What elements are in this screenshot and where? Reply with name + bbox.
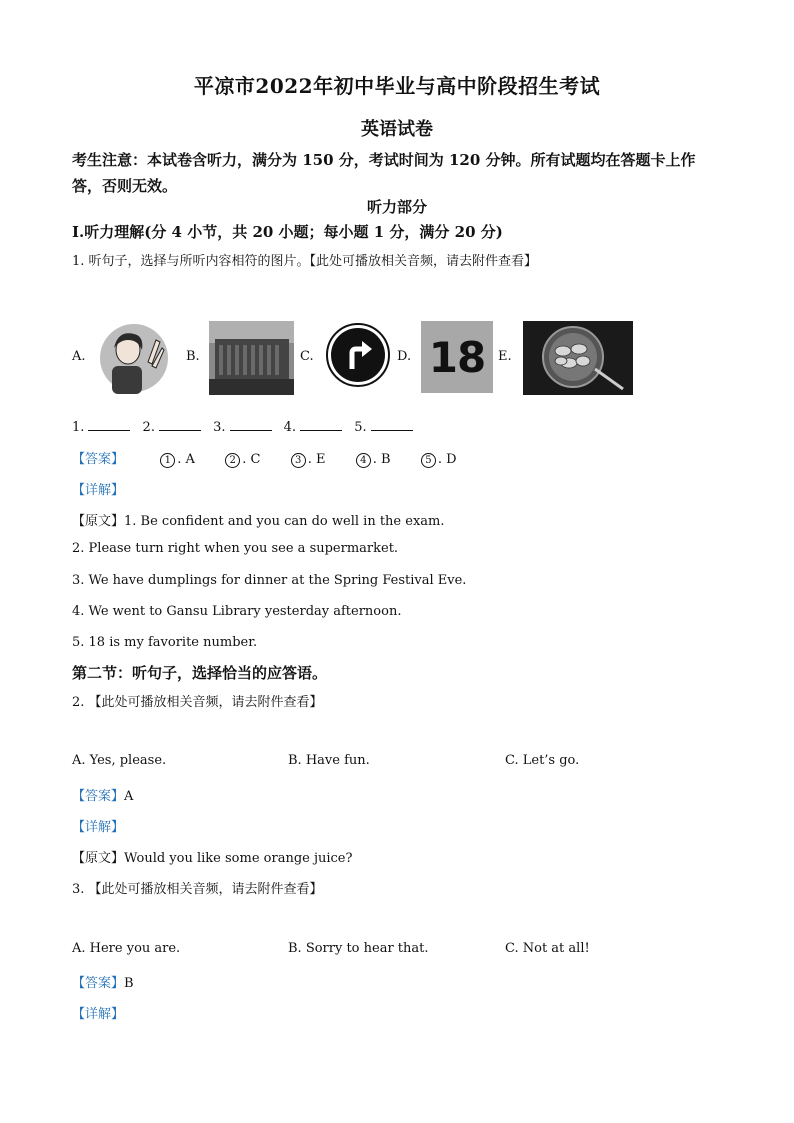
blank-1[interactable]	[88, 418, 130, 431]
q1-option-c-label: C.	[300, 349, 314, 364]
original-tag: 【原文】	[72, 514, 125, 529]
blank-1-label: 1.	[72, 420, 85, 435]
blank-5[interactable]	[371, 418, 413, 431]
exam-subtitle: 英语试卷	[361, 119, 433, 140]
answer-tag: 【答案】	[72, 976, 125, 991]
q1-option-b-label: B.	[186, 349, 200, 364]
blank-5-label: 5.	[354, 420, 367, 435]
blank-4-label: 4.	[283, 420, 297, 435]
q2-option-a: A. Yes, please.	[72, 753, 167, 768]
q1-original-line-4: 4. We went to Gansu Library yesterday afternoon.	[72, 604, 402, 619]
q1-answer-row	[72, 448, 457, 468]
number-18-image	[421, 321, 493, 393]
dumplings-image	[523, 321, 633, 395]
q1-original-line-3: 3. We have dumplings for dinner at the Spring Festival Eve.	[72, 573, 467, 588]
q2-detail-tag: 【详解】	[72, 820, 125, 835]
blank-3-label: 3.	[213, 420, 226, 435]
q2-answer: A	[124, 789, 134, 804]
library-building-image	[209, 321, 294, 395]
q3-detail-tag: 【详解】	[72, 1007, 125, 1022]
original-tag: 【原文】	[72, 851, 125, 866]
q1-answer-5: 5 . D	[421, 452, 457, 467]
q3-option-a: A. Here you are.	[72, 941, 181, 956]
answer-tag: 【答案】	[72, 789, 125, 804]
q3-option-c: C. Not at all!	[505, 941, 590, 956]
q2-answer-row	[72, 785, 133, 804]
blank-3[interactable]	[230, 418, 272, 431]
section2-title: 第二节：听句子，选择恰当的应答语。	[72, 664, 328, 682]
q3-prompt: 3. 【此处可播放相关音频，请去附件查看】	[72, 882, 323, 897]
q2-option-c: C. Let’s go.	[505, 753, 580, 768]
q3-option-b: B. Sorry to hear that.	[288, 941, 429, 956]
exam-title: 平凉市2022年初中毕业与高中阶段招生考试	[193, 74, 601, 98]
exam-notice: 考生注意：本试卷含听力，满分为 150 分，考试时间为 120 分钟。所有试题均在答题卡上作答，否则无效。	[72, 151, 696, 195]
q1-detail-tag: 【详解】	[72, 483, 125, 498]
q2-prompt: 2. 【此处可播放相关音频，请去附件查看】	[72, 695, 323, 710]
q1-answer-3: 3 . E	[291, 452, 326, 467]
q3-answer: B	[124, 976, 134, 991]
q1-option-e-label: E.	[498, 349, 512, 364]
turn-right-sign-image	[326, 323, 390, 387]
q3-answer-row	[72, 972, 134, 991]
listening-section-title: 听力部分	[366, 198, 427, 216]
answer-tag: 【答案】	[72, 452, 125, 467]
q1-original-line-2: 2. Please turn right when you see a supermarket.	[72, 541, 399, 556]
q1-answer-2: 2 . C	[225, 452, 260, 467]
q1-blanks	[72, 418, 421, 435]
q1-option-a-label: A.	[72, 349, 86, 364]
listening-part-title: I.听力理解(分 4 小节，共 20 小题；每小题 1 分，满分 20 分)	[72, 223, 503, 241]
blank-2[interactable]	[159, 418, 201, 431]
q2-original-line: 【原文】Would you like some orange juice?	[72, 851, 353, 866]
q1-answer-1: 1 . A	[160, 452, 195, 467]
number-18-text: 18	[428, 332, 486, 382]
confident-woman-image	[98, 322, 170, 394]
q1-original-line-1: 【原文】1. Be confident and you can do well in the exam.	[72, 514, 445, 529]
q1-answer-4: 4 . B	[356, 452, 391, 467]
blank-4[interactable]	[300, 418, 342, 431]
q1-prompt: 1. 听句子，选择与所听内容相符的图片。【此处可播放相关音频，请去附件查看】	[72, 254, 538, 269]
blank-2-label: 2.	[142, 420, 155, 435]
q1-option-d-label: D.	[397, 349, 412, 364]
q2-option-b: B. Have fun.	[288, 753, 370, 768]
q1-original-line-5: 5. 18 is my favorite number.	[72, 635, 258, 650]
